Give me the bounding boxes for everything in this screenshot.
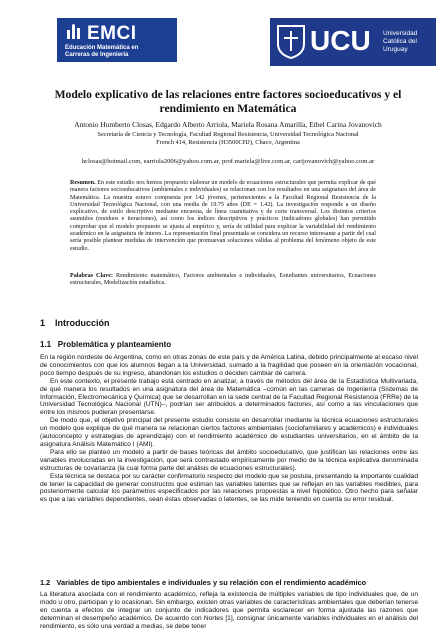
paragraph: En este contexto, el presente trabajo está centrado en analizar, a través de métodos del área de la Estadística Multivariada, de qué manera los resultados en una asignatura del área de Matemática –común en las carreras de Ingeniería (Sistemas de Información, Electromecánica y Química) que se desarrollan en la sede central de la Facultad Regional Resistencia (FRRe) de la Universidad Tecnológica Nacional (UTN)–, podrían ser atribuidos a determinados factores, así como a las vinculaciones que entre los mismos pudieran presentarse. <box>40 377 418 417</box>
paragraph: De modo que, el objetivo principal del presente estudio consiste en desarrollar mediante la técnica ecuaciones estructurales un modelo que explique de qué manera se relacionan ciertos factores ambientales (sociofamiliares y académicos) e individuales (autoconcepto y estrategias de aprendizaje) con el rendimiento académico de estudiantes universitarios, en el ámbito de la asignatura Análisis Matemático I (AMI). <box>40 417 418 448</box>
abstract-label: Resumen. <box>70 180 96 186</box>
paper-authors: Antonio Humberto Closas, Edgardo Alberto Arriola, Mariela Rosana Amarilla, Ethel Carina Jovanovich <box>74 120 382 129</box>
affiliation-line: Secretaría de Ciencia y Tecnología, Facultad Regional Resistencia, Universidad Tecnológica Nacional <box>97 131 359 138</box>
emci-logo-line1: Educación Matemática en <box>65 45 139 51</box>
affiliation-line: French 414, Resistencia (H3500CHJ), Chaco, Argentina <box>156 139 300 146</box>
ucu-logo-name: UCU <box>310 25 371 56</box>
keywords-label: Palabras Clave: <box>70 273 113 279</box>
abstract-text: En este estudio nos hemos propuesto elaborar un modelo de ecuaciones estructurales que permita explicar de qué manera factores socioeducativos (ambientales e individuales) se relacionan con los resultados en una asignatura del área de Matemática. La muestra estuvo compuesta por 142 jóvenes, pertenecientes a la Facultad Regional Resistencia de la Universidad Tecnológica Nacional, con una media de 19.75 años (DE = 1.42). La investigación responde a un diseño explicativo, de estilo descriptivo mediante encuesta, de línea cuantitativa y de corte transversal. Los distintos criterios asumidos (residuos e iteraciones), así como los índices descriptivos y prácticos (indicadores globales) han permitido comprobar que el modelo propuesto se ajusta al empírico y, sería de utilidad para explicar la variabilidad del rendimiento académico en la asignatura de interes. La representación final presentada se considera un recurso interesante a partir del cual sería posible plantear medidas de intervención que promuevan soluciones válidas al problema del fenómeno objeto de este estudio. <box>70 180 376 252</box>
subsection-heading <box>40 340 171 349</box>
subsection-number: 1.1 <box>40 340 52 349</box>
emci-logo-line2: Carreras de Ingeniería <box>65 52 129 58</box>
paper-title: Modelo explicativo de las relaciones entre factores socioeducativos y el rendimiento en Matemática <box>54 88 402 115</box>
paragraph: Esta técnica se destaca por su carácter confirmatorio respecto del modelo que se postula, presentando la importante cualidad de tener la capacidad de generar constructos que estiman las variables latentes que se reflejan en las variables medibles, para posteriormente calcular los parámetros especificados por las relaciones propuestas a nivel hipotético. Otro hecho para señalar es que a las variables dependientes, sean éstas observadas o latentes, se las mide teniendo en cuenta su error residual. <box>40 472 418 504</box>
section-body <box>40 354 418 504</box>
abstract <box>70 180 376 253</box>
keywords <box>70 273 376 288</box>
emci-mark-icon <box>66 24 84 40</box>
paragraph: En la región nordeste de Argentina, como en otras zonas de este país y de América Latina, debido principalmente al escaso nivel de conocimientos con que los alumnos llegan a la Universidad, sumado a la fragilidad que poseen en la orientación vocacional, poco tiempo después de su ingreso, abandonan los estudios o deciden cambiar de carrera. <box>40 354 418 377</box>
ucu-logo-line1: Universidad <box>383 30 418 37</box>
ucu-logo-line3: Uruguay <box>383 46 408 53</box>
paper-emails: hclosas@hotmail.com, earriola2006@yahoo.com.ar, prof.mariela@live.com.ar, carijovanovich@yahoo.com.ar <box>81 158 375 165</box>
emci-logo <box>57 18 177 62</box>
subsection-title: Variables de tipo ambientales e individuales y su relación con el rendimiento académico <box>56 578 367 587</box>
subsection-number: 1.2 <box>40 578 51 587</box>
keywords-text: Rendimiento matemático, Factores ambientales e individuales, Estudiantes universitarios, Ecuaciones estructurales, Modelización estadística. <box>70 273 376 287</box>
section-body <box>40 591 418 631</box>
ucu-logo-line2: Católica del <box>383 38 417 45</box>
section-number: 1 <box>40 318 46 328</box>
ucu-logo <box>270 18 436 66</box>
subsection-heading <box>40 578 366 587</box>
subsection-title: Problemática y planteamiento <box>57 340 172 349</box>
ucu-crest-icon <box>276 24 306 60</box>
section-title: Introducción <box>55 318 110 328</box>
paragraph: La literatura asociada con el rendimiento académico, refleja la existencia de múltiples variables de tipo individuales que, de un modo u otro, participan y lo ocasionan. Sin embargo, existen otras variables de características ambientales que deberían tenerse en cuenta a efectos de integrar un conjunto de indicadores que permita esclarecer en forma ajustada las razones que determinan el desempeño académico. De acuerdo con Nortes [1], consignar únicamente variables individuales en el análisis del rendimiento, es sólo una verdad a medias, se debe tener <box>40 591 418 630</box>
paper-affiliation <box>40 131 416 147</box>
page-header <box>0 0 444 74</box>
section-heading <box>40 318 110 328</box>
paragraph: Para ello se planteó un modelo a partir de bases teóricas del ámbito socioeducativo, que justifican las relaciones entre las variables involucradas en la investigación, que será contrastado empíricamente por medio de la técnica explicativa denominada estructuras de covarianza (la cual forma parte del análisis de ecuaciones estructurales). <box>40 448 418 472</box>
emci-logo-name: EMCI <box>87 23 137 44</box>
